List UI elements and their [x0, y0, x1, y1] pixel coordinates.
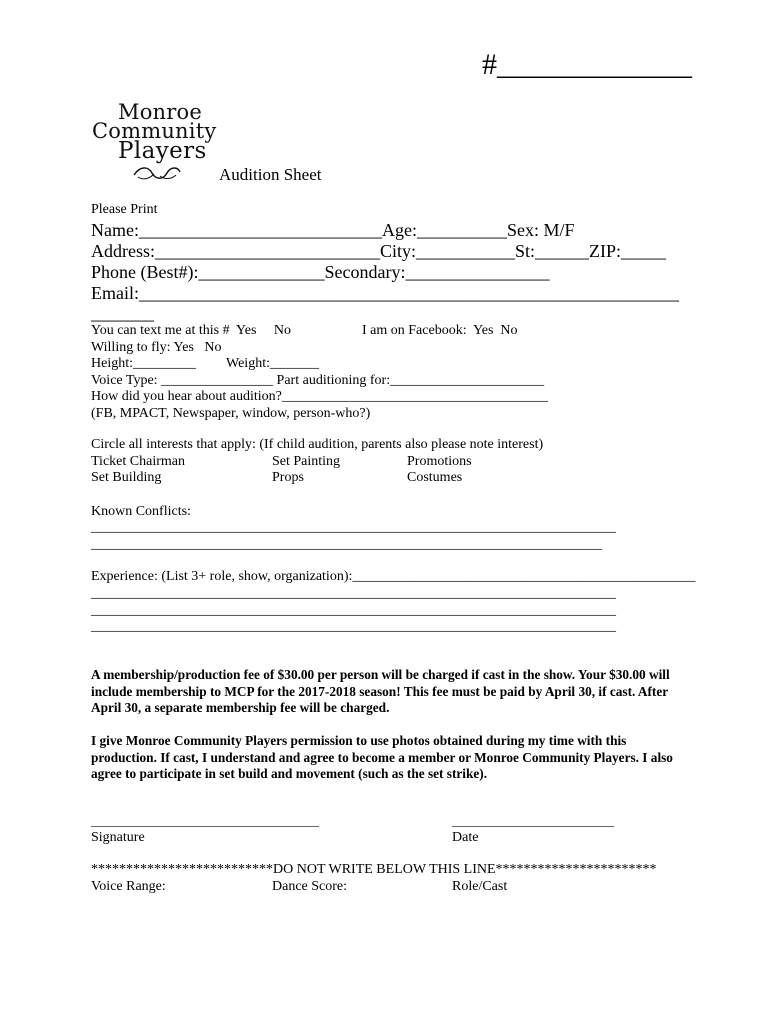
facebook-option: I am on Facebook: Yes No — [362, 323, 518, 338]
photo-permission-notice: I give Monroe Community Players permission to use photos obtained during my time with this production. If cast, I understand and agree to become a member or Monroe Community Players. I also agree to participate in set build and movement (such as the set strike). — [91, 733, 673, 781]
hear-about-examples: (FB, MPACT, Newspaper, window, person-who?) — [91, 406, 371, 421]
phone-field: Phone (Best#):______________Secondary:________________ — [91, 262, 550, 282]
conflicts-line: ___________________________________________________________________________ — [91, 520, 616, 535]
experience-line: ___________________________________________________________________________ — [91, 619, 616, 634]
voice-range-label: Voice Range: — [91, 879, 166, 894]
audition-number-field: #_____________ — [482, 48, 692, 81]
weight-field: Weight:_______ — [226, 356, 319, 371]
email-field-overflow: _______ — [91, 303, 154, 323]
page-title: Audition Sheet — [219, 165, 322, 184]
interest-item: Promotions — [407, 454, 472, 469]
date-line: ___________________________ — [452, 814, 614, 828]
do-not-write-divider: **************************DO NOT WRITE BELOW THIS LINE*********************** — [91, 862, 657, 877]
membership-fee-notice: A membership/production fee of $30.00 per person will be charged if cast in the show. Your $30.00 will include membership to MCP for the 2017-2018 season! This fee must be paid by April 30, if cast. After April 30, a separate membership fee will be charged. — [91, 667, 670, 715]
experience-line: ___________________________________________________________________________ — [91, 586, 616, 601]
interest-item: Set Building — [91, 470, 162, 485]
signature-line: ______________________________________ — [91, 814, 319, 828]
interests-heading: Circle all interests that apply: (If child audition, parents also please note interest) — [91, 437, 544, 452]
interest-item: Costumes — [407, 470, 463, 485]
logo-line-monroe: Monroe — [118, 100, 202, 124]
logo-line-community: Community — [92, 119, 217, 143]
height-field: Height:_________ — [91, 356, 196, 371]
text-me-option: You can text me at this # Yes No — [91, 323, 292, 338]
name-age-sex-field: Name:___________________________Age:__________Sex: M/F — [91, 220, 575, 240]
monroe-community-players-logo — [90, 100, 225, 186]
logo-swash-icon — [132, 164, 182, 182]
dance-score-label: Dance Score: — [272, 879, 348, 894]
experience-line: ___________________________________________________________________________ — [91, 603, 616, 618]
interest-item: Set Painting — [272, 454, 341, 469]
hear-about-field: How did you hear about audition?______________________________________ — [91, 389, 548, 404]
role-cast-label: Role/Cast — [452, 879, 508, 894]
interest-item: Props — [272, 470, 304, 485]
please-print-label: Please Print — [91, 202, 158, 217]
date-label: Date — [452, 830, 479, 845]
conflicts-line: _________________________________________________________________________ — [91, 537, 602, 552]
experience-field: Experience: (List 3+ role, show, organization):_________________________________________________ — [91, 569, 696, 584]
email-field: Email:____________________________________________________________ — [91, 283, 679, 303]
known-conflicts-label: Known Conflicts: — [91, 504, 191, 519]
fly-option: Willing to fly: Yes No — [91, 340, 222, 355]
signature-label: Signature — [91, 830, 145, 845]
voice-type-part-field: Voice Type: ________________ Part auditioning for:______________________ — [91, 373, 545, 388]
address-city-zip-field: Address:_________________________City:___________St:______ZIP:_____ — [91, 241, 667, 261]
interest-item: Ticket Chairman — [91, 454, 185, 469]
logo-line-players: Players — [118, 138, 207, 164]
